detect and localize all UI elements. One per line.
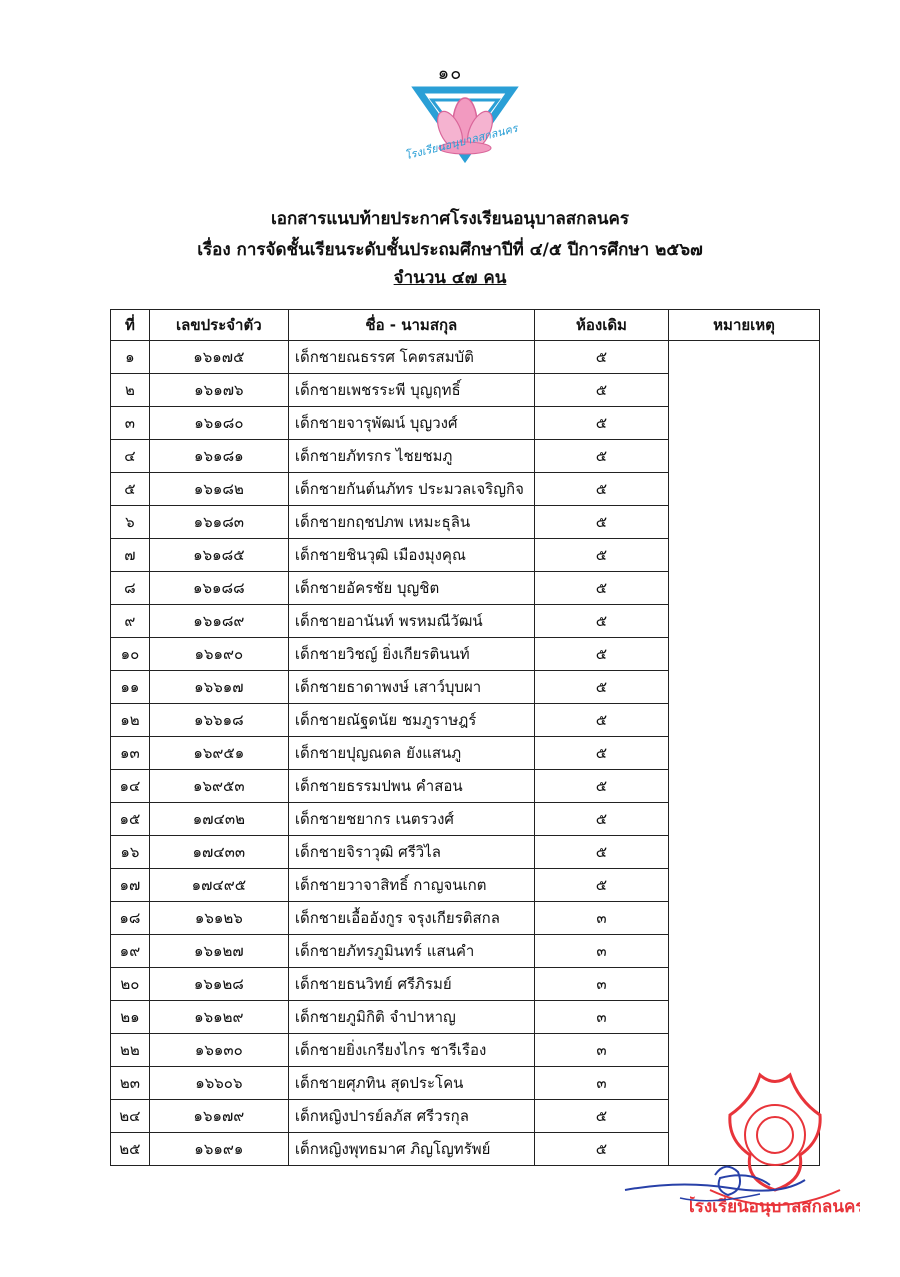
row-former-room: ๓ — [534, 1034, 668, 1067]
table-row — [111, 341, 820, 374]
row-no: ๖ — [111, 506, 150, 539]
row-no: ๑๑ — [111, 671, 150, 704]
row-former-room: ๕ — [534, 869, 668, 902]
row-student-id: ๑๖๑๒๖ — [149, 902, 288, 935]
heading-count: จำนวน ๔๗ คน — [393, 268, 507, 288]
row-former-room: ๓ — [534, 968, 668, 1001]
row-student-id: ๑๗๔๓๒ — [149, 803, 288, 836]
row-former-room: ๕ — [534, 539, 668, 572]
row-student-id: ๑๗๔๓๓ — [149, 836, 288, 869]
row-no: ๒๒ — [111, 1034, 150, 1067]
row-former-room: ๕ — [534, 605, 668, 638]
row-no: ๒๓ — [111, 1067, 150, 1100]
row-student-name: เด็กชายเพชรระพี บุญฤทธิ์ — [288, 374, 534, 407]
row-student-id: ๑๗๔๙๕ — [149, 869, 288, 902]
seal-text: โรงเรียนอนุบาลสกลนคร — [690, 1197, 860, 1217]
row-no: ๓ — [111, 407, 150, 440]
row-student-name: เด็กชายณธรรศ โคตรสมบัติ — [288, 341, 534, 374]
row-former-room: ๕ — [534, 1100, 668, 1133]
row-student-name: เด็กชายวิชญ์ ยิ่งเกียรตินนท์ — [288, 638, 534, 671]
row-no: ๙ — [111, 605, 150, 638]
row-no: ๒๔ — [111, 1100, 150, 1133]
row-student-name: เด็กชายวาจาสิทธิ์ กาญจนเกต — [288, 869, 534, 902]
row-former-room: ๕ — [534, 836, 668, 869]
row-no: ๑๕ — [111, 803, 150, 836]
row-student-name: เด็กชายธนวิทย์ ศรีภิรมย์ — [288, 968, 534, 1001]
header-room: ห้องเดิม — [534, 310, 668, 341]
row-student-name: เด็กชายชยากร เนตรวงศ์ — [288, 803, 534, 836]
row-student-id: ๑๖๑๘๓ — [149, 506, 288, 539]
row-former-room: ๕ — [534, 671, 668, 704]
signature — [620, 1150, 810, 1220]
row-student-id: ๑๖๑๒๗ — [149, 935, 288, 968]
row-student-id: ๑๖๖๐๖ — [149, 1067, 288, 1100]
row-student-id: ๑๖๙๕๓ — [149, 770, 288, 803]
row-no: ๑ — [111, 341, 150, 374]
table-body — [111, 341, 820, 1166]
row-former-room: ๕ — [534, 638, 668, 671]
row-student-name: เด็กชายยิ่งเกรียงไกร ชารีเรือง — [288, 1034, 534, 1067]
row-former-room: ๓ — [534, 935, 668, 968]
row-student-id: ๑๖๑๙๐ — [149, 638, 288, 671]
row-student-name: เด็กชายปุญณดล ยังแสนภู — [288, 737, 534, 770]
row-student-name: เด็กชายชินวุฒิ เมืองมุงคุณ — [288, 539, 534, 572]
row-student-name: เด็กหญิงปารย์ลภัส ศรีวรกุล — [288, 1100, 534, 1133]
row-student-name: เด็กชายธาดาพงษ์ เสาว์บุบผา — [288, 671, 534, 704]
row-no: ๘ — [111, 572, 150, 605]
row-no: ๑๒ — [111, 704, 150, 737]
row-no: ๒๐ — [111, 968, 150, 1001]
row-no: ๑๘ — [111, 902, 150, 935]
row-note — [669, 341, 820, 1166]
row-no: ๔ — [111, 440, 150, 473]
row-former-room: ๕ — [534, 407, 668, 440]
row-student-name: เด็กชายธรรมปพน คำสอน — [288, 770, 534, 803]
row-former-room: ๕ — [534, 803, 668, 836]
header-no: ที่ — [111, 310, 150, 341]
table-header-row — [111, 310, 820, 341]
header-note: หมายเหตุ — [669, 310, 820, 341]
row-student-id: ๑๖๑๗๙ — [149, 1100, 288, 1133]
heading-line-2: เรื่อง การจัดชั้นเรียนระดับชั้นประถมศึกษาปีที่ ๔/๕ ปีการศึกษา ๒๕๖๗ — [197, 240, 703, 260]
row-former-room: ๓ — [534, 1067, 668, 1100]
signature-scribble-icon — [620, 1150, 810, 1220]
row-no: ๒๕ — [111, 1133, 150, 1166]
row-student-name: เด็กชายกฤชปภพ เหมะธุลิน — [288, 506, 534, 539]
row-student-id: ๑๖๑๒๙ — [149, 1001, 288, 1034]
row-student-id: ๑๖๑๘๘ — [149, 572, 288, 605]
header-id: เลขประจำตัว — [149, 310, 288, 341]
row-student-id: ๑๖๑๘๕ — [149, 539, 288, 572]
row-student-id: ๑๖๑๘๒ — [149, 473, 288, 506]
row-no: ๑๓ — [111, 737, 150, 770]
row-student-id: ๑๖๙๕๑ — [149, 737, 288, 770]
header-name: ชื่อ - นามสกุล — [288, 310, 534, 341]
row-no: ๒ — [111, 374, 150, 407]
row-student-name: เด็กชายจารุพัฒน์ บุญวงศ์ — [288, 407, 534, 440]
row-student-id: ๑๖๖๑๗ — [149, 671, 288, 704]
row-student-id: ๑๖๑๙๑ — [149, 1133, 288, 1166]
row-former-room: ๕ — [534, 374, 668, 407]
row-former-room: ๓ — [534, 902, 668, 935]
row-former-room: ๕ — [534, 440, 668, 473]
row-no: ๑๙ — [111, 935, 150, 968]
row-former-room: ๕ — [534, 341, 668, 374]
row-student-name: เด็กชายภูมิกิติ จำปาหาญ — [288, 1001, 534, 1034]
row-former-room: ๕ — [534, 770, 668, 803]
row-no: ๑๐ — [111, 638, 150, 671]
page-number: ๑๐ — [437, 63, 463, 84]
row-former-room: ๕ — [534, 572, 668, 605]
row-student-name: เด็กชายศุภทิน สุดประโคน — [288, 1067, 534, 1100]
row-student-id: ๑๖๑๒๘ — [149, 968, 288, 1001]
row-former-room: ๕ — [534, 737, 668, 770]
row-student-name: เด็กชายณัฐดนัย ชมภูราษฎร์ — [288, 704, 534, 737]
row-no: ๒๑ — [111, 1001, 150, 1034]
row-former-room: ๓ — [534, 1001, 668, 1034]
row-student-id: ๑๖๑๘๐ — [149, 407, 288, 440]
row-student-name: เด็กหญิงพุทธมาศ ภิญโญทรัพย์ — [288, 1133, 534, 1166]
row-no: ๕ — [111, 473, 150, 506]
row-student-name: เด็กชายกันต์นภัทร ประมวลเจริญกิจ — [288, 473, 534, 506]
row-student-id: ๑๖๖๑๘ — [149, 704, 288, 737]
row-former-room: ๕ — [534, 506, 668, 539]
student-roster-table — [110, 309, 820, 1166]
row-student-name: เด็กชายเอื้ออังกูร จรุงเกียรติสกล — [288, 902, 534, 935]
row-former-room: ๕ — [534, 704, 668, 737]
row-former-room: ๕ — [534, 473, 668, 506]
row-student-id: ๑๖๑๗๕ — [149, 341, 288, 374]
row-former-room: ๕ — [534, 1133, 668, 1166]
row-student-id: ๑๖๑๓๐ — [149, 1034, 288, 1067]
row-student-name: เด็กชายภัทรภูมินทร์ แสนคำ — [288, 935, 534, 968]
row-no: ๑๔ — [111, 770, 150, 803]
row-student-name: เด็กชายภัทรกร ไชยชมภู — [288, 440, 534, 473]
row-no: ๑๗ — [111, 869, 150, 902]
row-student-name: เด็กชายจิราวุฒิ ศรีวิไล — [288, 836, 534, 869]
row-no: ๗ — [111, 539, 150, 572]
row-student-name: เด็กชายอัครชัย บุญชิต — [288, 572, 534, 605]
row-student-name: เด็กชายอานันท์ พรหมณีวัฒน์ — [288, 605, 534, 638]
heading-line-1: เอกสารแนบท้ายประกาศโรงเรียนอนุบาลสกลนคร — [270, 209, 629, 229]
row-student-id: ๑๖๑๗๖ — [149, 374, 288, 407]
row-no: ๑๖ — [111, 836, 150, 869]
logo-caption: โรงเรียนอนุบาลสกลนคร — [403, 121, 519, 163]
row-student-id: ๑๖๑๘๑ — [149, 440, 288, 473]
row-student-id: ๑๖๑๘๙ — [149, 605, 288, 638]
